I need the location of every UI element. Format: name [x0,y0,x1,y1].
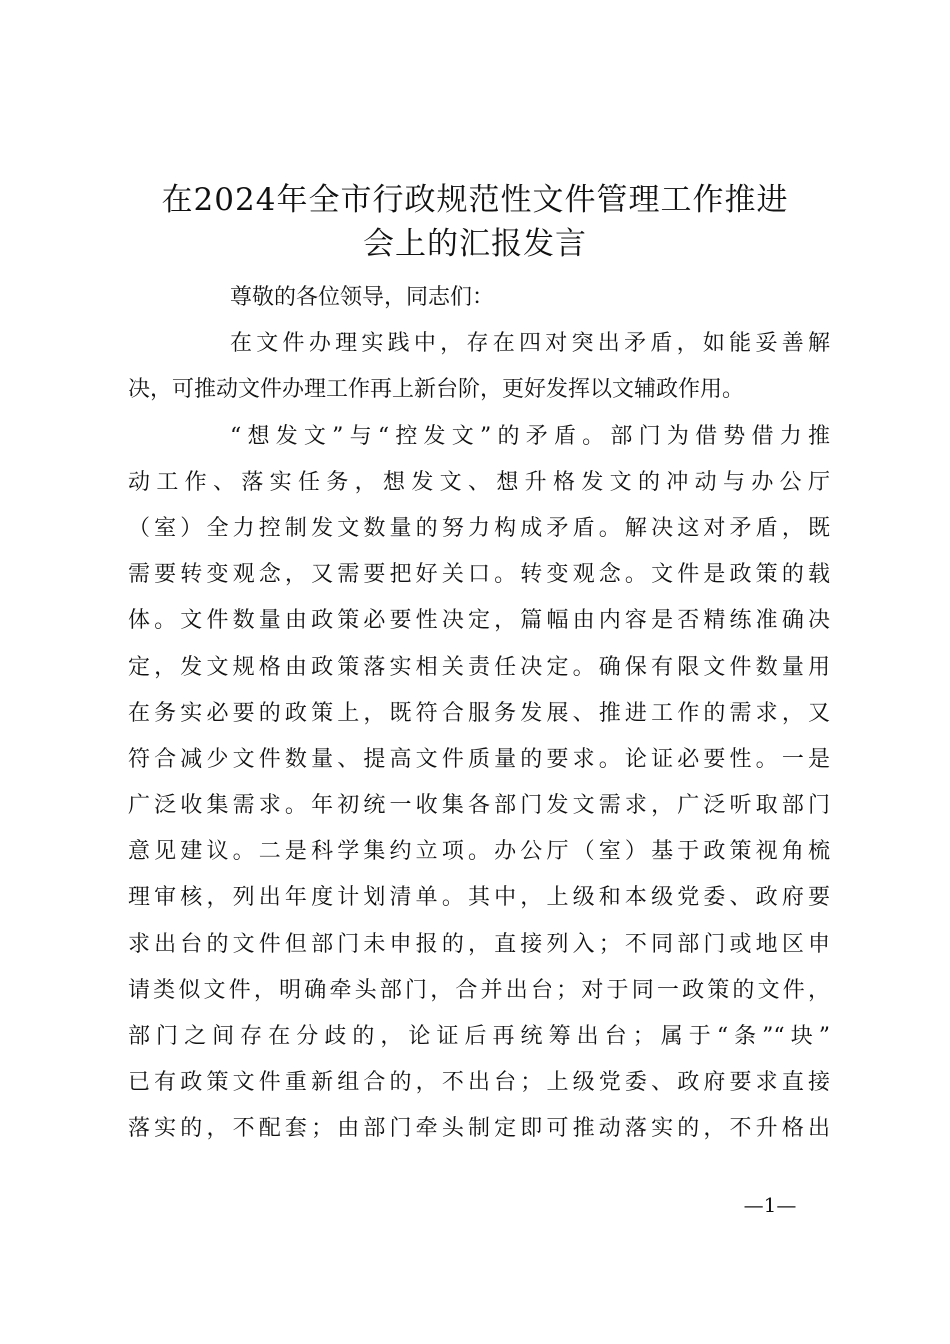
title-line: 会上的汇报发言 [363,226,587,262]
paragraph-line: 已有政策文件重新组合的，不出台；上级党委、政府要求直接 [128,1070,830,1096]
paragraph-line: 请类似文件，明确牵头部门，合并出台；对于同一政策的文件， [128,977,830,1003]
paragraph-line: 部门之间存在分歧的，论证后再统筹出台；属于“条”“块” [128,1024,830,1049]
document-title [120,178,830,266]
paragraph-line: 定，发文规格由政策落实相关责任决定。确保有限文件数量用 [128,654,830,680]
paragraph-line: 符合减少文件数量、提高文件质量的要求。论证必要性。一是 [128,746,830,772]
paragraph-line: 意见建议。二是科学集约立项。办公厅（室）基于政策视角梳 [128,839,830,865]
page-number: —1— [743,1193,797,1217]
salutation: 尊敬的各位领导，同志们： [230,285,495,310]
paragraph-line: 在文件办理实践中，存在四对突出矛盾，如能妥善解 [230,331,830,357]
paragraph-line: 需要转变观念，又需要把好关口。转变观念。文件是政策的载 [128,562,830,588]
paragraph-line: 动工作、落实任务，想发文、想升格发文的冲动与办公厅 [128,469,830,495]
paragraph-line: 落实的，不配套；由部门牵头制定即可推动落实的，不升格出 [128,1116,830,1142]
paragraph-line: 广泛收集需求。年初统一收集各部门发文需求，广泛听取部门 [128,793,830,819]
paragraph-line: “想发文”与“控发文”的矛盾。部门为借势借力推 [230,423,830,449]
paragraph-line: 理审核，列出年度计划清单。其中，上级和本级党委、政府要 [128,885,830,911]
paragraph-line: 体。文件数量由政策必要性决定，篇幅由内容是否精练准确决 [128,608,830,634]
paragraph-line: 决，可推动文件办理工作再上新台阶，更好发挥以文辅政作用。 [128,377,745,403]
paragraph-line: 在务实必要的政策上，既符合服务发展、推进工作的需求，又 [128,700,830,726]
paragraph-line: （室）全力控制发文数量的努力构成矛盾。解决这对矛盾，既 [128,515,830,541]
title-line: 在2024年全市行政规范性文件管理工作推进 [161,182,789,218]
document-body [128,275,830,1153]
paragraph-line: 求出台的文件但部门未申报的，直接列入；不同部门或地区申 [128,931,830,957]
